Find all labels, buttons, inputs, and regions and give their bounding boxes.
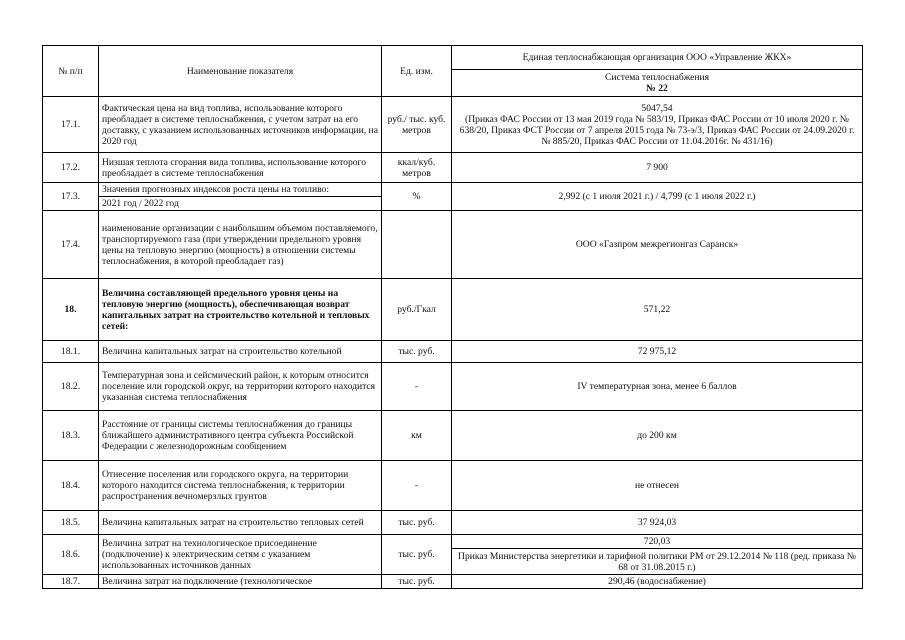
table-row: [43, 211, 863, 279]
row-number: 17.1.: [43, 97, 99, 153]
table-row: [43, 535, 863, 549]
header-system-number: № 22: [646, 83, 668, 94]
row-number: 18.4.: [43, 461, 99, 511]
row-unit: руб./Гкал: [382, 279, 452, 341]
table-row: [43, 183, 863, 197]
row-subname: 2021 год / 2022 год: [99, 197, 382, 211]
row-value: до 200 км: [452, 411, 863, 461]
row-name: Величина капитальных затрат на строительство котельной: [99, 341, 382, 363]
row-name: Значения прогнозных индексов роста цены на топливо:: [99, 183, 382, 197]
row-name: Величина затрат на подключение (технологическое: [99, 575, 382, 589]
row-name: Расстояние от границы системы теплоснабжения до границы ближайшего административного центра субъекта Российской Федерации с железнодорожным сообщением: [99, 411, 382, 461]
row-number: 18.1.: [43, 341, 99, 363]
row-number: 18.2.: [43, 363, 99, 411]
row-number: 18.7.: [43, 575, 99, 589]
row-number: 18.: [43, 279, 99, 341]
row-name: Величина составляющей предельного уровня цены на тепловую энергию (мощность), обеспечивающая возврат капитальных затрат на строительство котельной и тепловых сетей:: [99, 279, 382, 341]
row-value-note: (Приказ ФАС России от 13 мая 2019 года № 583/19, Приказ ФАС России от 10 июля 2020 г. № 638/20, Приказ ФСТ России от 7 апреля 2015 года № 73-э/3, Приказ ФАС России от 24.09.2020 г. № 885/20, Приказ ФАС России от 11.04.2016г. № 431/16): [459, 113, 855, 147]
row-value: 37 924,03: [452, 511, 863, 535]
row-value: 720,03: [452, 535, 863, 549]
row-value: 72 975,12: [452, 341, 863, 363]
row-value: 571,22: [452, 279, 863, 341]
table-row: [43, 153, 863, 183]
row-unit: ккал/куб. метров: [382, 153, 452, 183]
row-number: 17.2.: [43, 153, 99, 183]
row-name: Низшая теплота сгорания вида топлива, использование которого преобладает в системе теплоснабжения: [99, 153, 382, 183]
header-name: Наименование показателя: [99, 46, 382, 97]
row-number: 18.3.: [43, 411, 99, 461]
header-unit: Ед. изм.: [382, 46, 452, 97]
row-unit: тыс. руб.: [382, 511, 452, 535]
row-value-main: 5047,54: [641, 102, 673, 114]
row-name: Величина затрат на технологическое присоединение (подключение) к электрическим сетям с указанием использованных источников данных: [99, 535, 382, 575]
row-value: 2,992 (с 1 июля 2021 г.) / 4,799 (с 1 июля 2022 г.): [452, 183, 863, 211]
row-number: 18.5.: [43, 511, 99, 535]
row-unit: %: [382, 183, 452, 211]
table-row: [43, 575, 863, 589]
row-value: не отнесен: [452, 461, 863, 511]
row-number: 17.4.: [43, 211, 99, 279]
row-name: Температурная зона и сейсмический район, к которым относится поселение или городской округ, на территории которого находится указанная система теплоснабжения: [99, 363, 382, 411]
row-value-note: Приказ Министерства энергетики и тарифной политики РМ от 29.12.2014 № 118 (ред. приказа № 68 от 31.08.2015 г.): [452, 549, 863, 575]
row-value: ООО «Газпром межрегионгаз Саранск»: [452, 211, 863, 279]
table-row: [43, 411, 863, 461]
row-unit: км: [382, 411, 452, 461]
row-value: 7 900: [452, 153, 863, 183]
row-unit: [382, 211, 452, 279]
row-value: 290,46 (водоснабжение): [452, 575, 863, 589]
table-row: [43, 279, 863, 341]
row-unit: -: [382, 363, 452, 411]
table-row: [43, 363, 863, 411]
row-name: Отнесение поселения или городского округа, на территории которого находится система теплоснабжения, к территории распространения вечномерзлых грунтов: [99, 461, 382, 511]
row-unit: тыс. руб.: [382, 535, 452, 575]
row-unit: тыс. руб.: [382, 575, 452, 589]
row-name: Величина капитальных затрат на строительство тепловых сетей: [99, 511, 382, 535]
row-name: наименование организации с наибольшим объемом поставляемого, транспортируемого газа (при утверждении предельного уровня цены на тепловую энергию (мощность) в отношении системы теплоснабжения, в которой преобладает газ): [99, 211, 382, 279]
row-unit: тыс. руб.: [382, 341, 452, 363]
table-row: [43, 341, 863, 363]
row-value: IV температурная зона, менее 6 баллов: [452, 363, 863, 411]
header-row: [43, 46, 863, 70]
row-unit: -: [382, 461, 452, 511]
table-row: [43, 511, 863, 535]
header-org: Единая теплоснабжающая организация ООО «Управление ЖКХ»: [452, 46, 863, 70]
tariff-table: [42, 45, 863, 589]
row-unit: руб./ тыс. куб. метров: [382, 97, 452, 153]
row-name: Фактическая цена на вид топлива, использование которого преобладает в системе теплоснабжения, с учетом затрат на его доставку, с указанием использованных источников информации, на 2020 год: [99, 97, 382, 153]
row-number: 18.6.: [43, 535, 99, 575]
table-row: [43, 97, 863, 153]
row-value: [452, 97, 863, 153]
header-system: [452, 70, 863, 97]
row-number: 17.3.: [43, 183, 99, 211]
header-num: № п/п: [43, 46, 99, 97]
header-system-label: Система теплоснабжения: [604, 72, 710, 83]
table-row: [43, 461, 863, 511]
